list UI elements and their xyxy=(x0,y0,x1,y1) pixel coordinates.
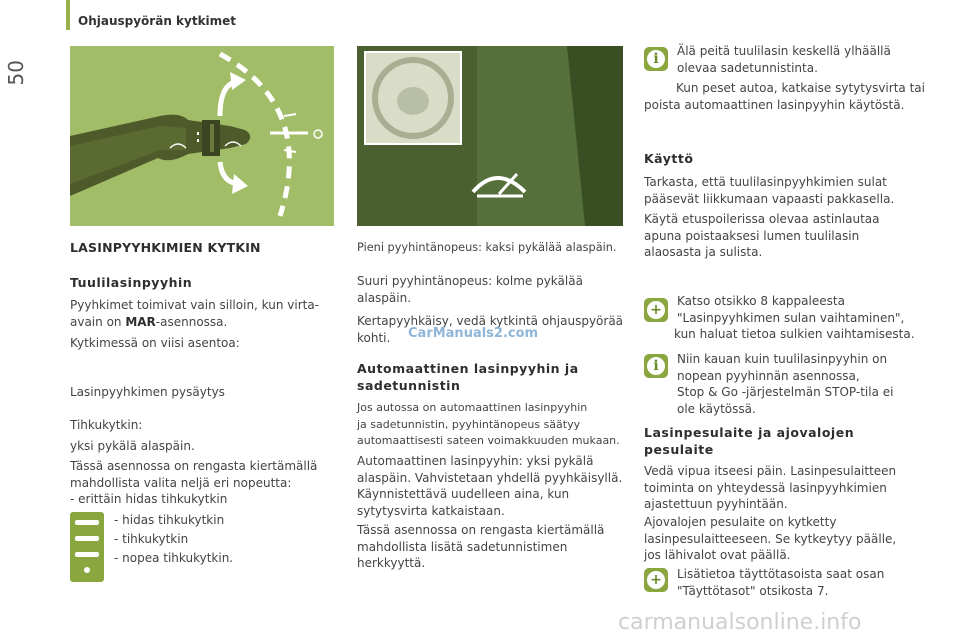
stop-go-note: Niin kauan kuin tuulilasinpyyhin on nopean pyyhinnän asennossa, Stop & Go -järjestelmän STOP-tila ei ole käytössä. xyxy=(677,352,894,416)
speed-item-very-slow: - erittäin hidas tihkukytkin xyxy=(70,492,228,506)
mar-label: MAR xyxy=(125,314,156,329)
fast-speed-text: Suuri pyyhintänopeus: kolme pykälää alaspäin. xyxy=(357,274,583,305)
auto-wiper-heading: Automaattinen lasinpyyhin ja sadetunnistin xyxy=(357,361,579,393)
intermittent-paragraph: Tihkukytkin: yksi pykälä alaspäin. xyxy=(70,418,195,453)
info-icon: i xyxy=(644,47,668,71)
washer-paragraph-1: Vedä vipua itseesi päin. Lasinpesulaitteen toiminta on yhteydessä lasinpyyhkimien ajastettuun pyyhintään. xyxy=(644,464,897,511)
use-heading: Käyttö xyxy=(644,151,694,166)
speed-item-normal: - tihkukytkin xyxy=(114,532,189,546)
washer-paragraph-2: Ajovalojen pesulaite on kytketty lasinpesulaitteeseen. Se kytkeytyy päälle, jos lähivalot ovat päällä. xyxy=(644,515,897,562)
page-number: 50 xyxy=(4,60,28,86)
header-bar xyxy=(66,0,70,30)
use-paragraph-1: Tarkasta, että tuulilasinpyyhkimien sulat pääsevät liikkumaan vapaasti pakkasella. xyxy=(644,175,895,206)
blade-change-note: Katso otsikko 8 kappaleesta "Lasinpyyhkimen sulan vaihtaminen", kun haluat tietoa sulkien vaihtamisesta. xyxy=(674,294,915,341)
info-wash-note: Kun peset autoa, katkaise sytytysvirta tai poista automaattinen lasinpyyhin käytöstä. xyxy=(644,81,925,112)
section-header: Ohjauspyörän kytkimet xyxy=(78,14,237,28)
power-condition-paragraph: Pyyhkimet toimivat vain silloin, kun virta- avain on MAR-asennossa. xyxy=(70,298,320,329)
washer-heading: Lasinpesulaite ja ajovalojen pesulaite xyxy=(644,425,855,457)
plus-icon: + xyxy=(644,298,668,322)
stop-label: Lasinpyyhkimen pysäytys xyxy=(70,385,225,399)
watermark-carmanuals: CarManuals2.com xyxy=(408,326,539,341)
single-wipe-text: Kertapyyhkäisy, vedä kytkintä ohjauspyörää kohti. xyxy=(357,314,624,345)
plus-icon: + xyxy=(644,568,668,592)
speed-item-fast: - nopea tihkukytkin. xyxy=(114,551,234,565)
steering-wheel-illustration xyxy=(357,46,623,226)
fluid-levels-note: Lisätietoa täyttötasoista saat osan "Täyttötasot" otsikosta 7. xyxy=(677,567,885,598)
rotate-paragraph: Tässä asennossa on rengasta kiertämällä mahdollista valita neljä eri nopeutta: xyxy=(70,459,318,490)
info-icon: i xyxy=(644,354,668,378)
footer-watermark: carmanualsonline.info xyxy=(618,610,862,635)
auto-wiper-sensitivity-text: Tässä asennossa on rengasta kiertämällä mahdollista lisätä sadetunnistimen herkkyyttä. xyxy=(357,523,605,570)
section-heading: LASINPYYHKIMIEN KYTKIN xyxy=(70,240,261,255)
speed-item-slow: - hidas tihkukytkin xyxy=(114,513,225,527)
positions-intro: Kytkimessä on viisi asentoa: xyxy=(70,336,240,350)
auto-wiper-intro: Jos autossa on automaattinen lasinpyyhin ja sadetunnistin, pyyhintänopeus säätyy automaattisesti sateen voimakkuuden mukaan. xyxy=(357,401,620,447)
wiper-lever-icon xyxy=(70,512,104,582)
use-paragraph-2: Käytä etuspoilerissa olevaa astinlautaa apuna poistaaksesi lumen tuulilasin alaosasta ja sulista. xyxy=(644,212,880,259)
wiper-stalk-illustration xyxy=(70,46,334,226)
subheading-windshield-wiper: Tuulilasinpyyhin xyxy=(70,275,193,290)
info-sensor-note: Älä peitä tuulilasin keskellä ylhäällä olevaa sadetunnistinta. xyxy=(677,44,891,75)
auto-wiper-text: Automaattinen lasinpyyhin: yksi pykälä alaspäin. Vahvistetaan yhdellä pyyhkäisyllä. Käynnistettävä uudelleen aina, kun sytytysvirta katkaistaan. xyxy=(357,454,623,518)
slow-speed-text: Pieni pyyhintänopeus: kaksi pykälää alaspäin. xyxy=(357,241,617,254)
